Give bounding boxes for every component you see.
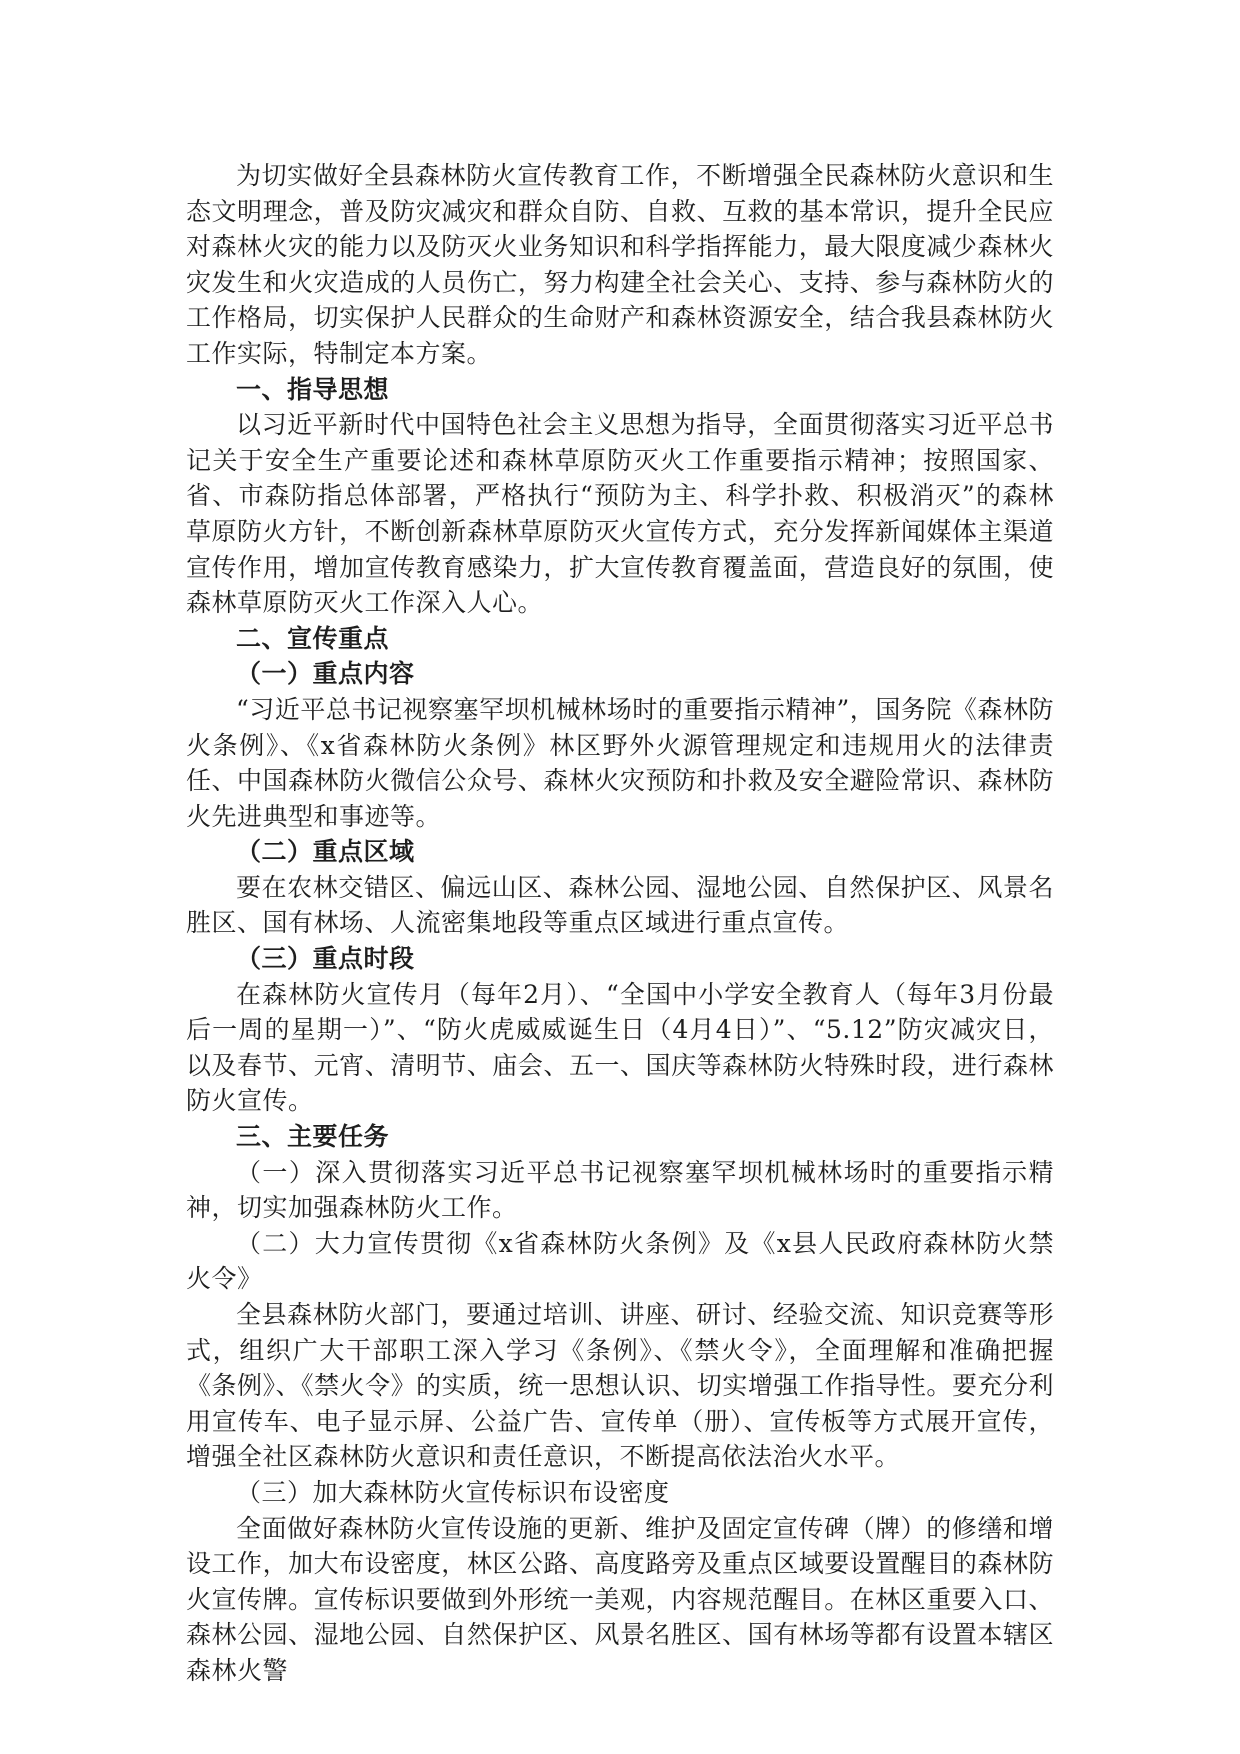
key-areas-paragraph: 要在农林交错区、偏远山区、森林公园、湿地公园、自然保护区、风景名胜区、国有林场、人流密集地段等重点区域进行重点宣传。 (186, 872, 1054, 938)
section-heading-publicity-focus: 二、宣传重点 (236, 623, 390, 653)
subheading-key-areas: （二）重点区域 (236, 837, 415, 867)
task-2-paragraph: 全县森林防火部门，要通过培训、讲座、研讨、经验交流、知识竞赛等形式，组织广大干部职工深入学习《条例》、《禁火令》，全面理解和准确把握《条例》、《禁火令》的实质，统一思想认识、切实增强工作指导性。要充分利用宣传车、电子显示屏、公益广告、宣传单（册）、宣传板等方式展开宣传，增强全社区森林防火意识和责任意识，不断提高依法治火水平。 (186, 1300, 1054, 1472)
section-heading-guiding-ideology: 一、指导思想 (236, 374, 390, 404)
task-3-paragraph: 全面做好森林防火宣传设施的更新、维护及固定宣传碑（牌）的修缮和增设工作，加大布设密度，林区公路、高度路旁及重点区域要设置醒目的森林防火宣传牌。宣传标识要做到外形统一美观，内容规范醒目。在林区重要入口、森林公园、湿地公园、自然保护区、风景名胜区、国有林场等都有设置本辖区森林火警 (186, 1513, 1054, 1685)
intro-paragraph: 为切实做好全县森林防火宣传教育工作，不断增强全民森林防火意识和生态文明理念，普及防灾减灾和群众自防、自救、互救的基本常识，提升全民应对森林火灾的能力以及防灭火业务知识和科学指挥能力，最大限度减少森林火灾发生和火灾造成的人员伤亡，努力构建全社会关心、支持、参与森林防火的工作格局，切实保护人民群众的生命财产和森林资源安全，结合我县森林防火工作实际，特制定本方案。 (186, 161, 1054, 368)
subheading-key-periods: （三）重点时段 (236, 944, 415, 974)
subheading-key-content: （一）重点内容 (236, 659, 415, 689)
task-item-3: （三）加大森林防火宣传标识布设密度 (236, 1477, 670, 1507)
key-periods-paragraph: 在森林防火宣传月（每年2月）、“全国中小学安全教育人（每年3月份最后一周的星期一）”、“防火虎威威诞生日（4月4日）”、“5.12”防灾减灾日，以及春节、元宵、清明节、庙会、五一、国庆等森林防火特殊时段，进行森林防火宣传。 (186, 979, 1054, 1116)
task-item-1: （一）深入贯彻落实习近平总书记视察塞罕坝机械林场时的重要指示精神，切实加强森林防火工作。 (186, 1157, 1054, 1223)
key-content-paragraph: “习近平总书记视察塞罕坝机械林场时的重要指示精神”，国务院《森林防火条例》、《x省森林防火条例》林区野外火源管理规定和违规用火的法律责任、中国森林防火微信公众号、森林火灾预防和扑救及安全避险常识、森林防火先进典型和事迹等。 (186, 694, 1054, 831)
document-body (186, 158, 1054, 1689)
section-heading-main-tasks: 三、主要任务 (236, 1122, 390, 1152)
guiding-ideology-paragraph: 以习近平新时代中国特色社会主义思想为指导，全面贯彻落实习近平总书记关于安全生产重要论述和森林草原防灭火工作重要指示精神；按照国家、省、市森防指总体部署，严格执行“预防为主、科学扑救、积极消灭”的森林草原防火方针，不断创新森林草原防灭火宣传方式，充分发挥新闻媒体主渠道宣传作用，增加宣传教育感染力，扩大宣传教育覆盖面，营造良好的氛围，使森林草原防灭火工作深入人心。 (186, 410, 1054, 618)
task-item-2: （二）大力宣传贯彻《x省森林防火条例》及《x县人民政府森林防火禁火令》 (186, 1228, 1054, 1294)
